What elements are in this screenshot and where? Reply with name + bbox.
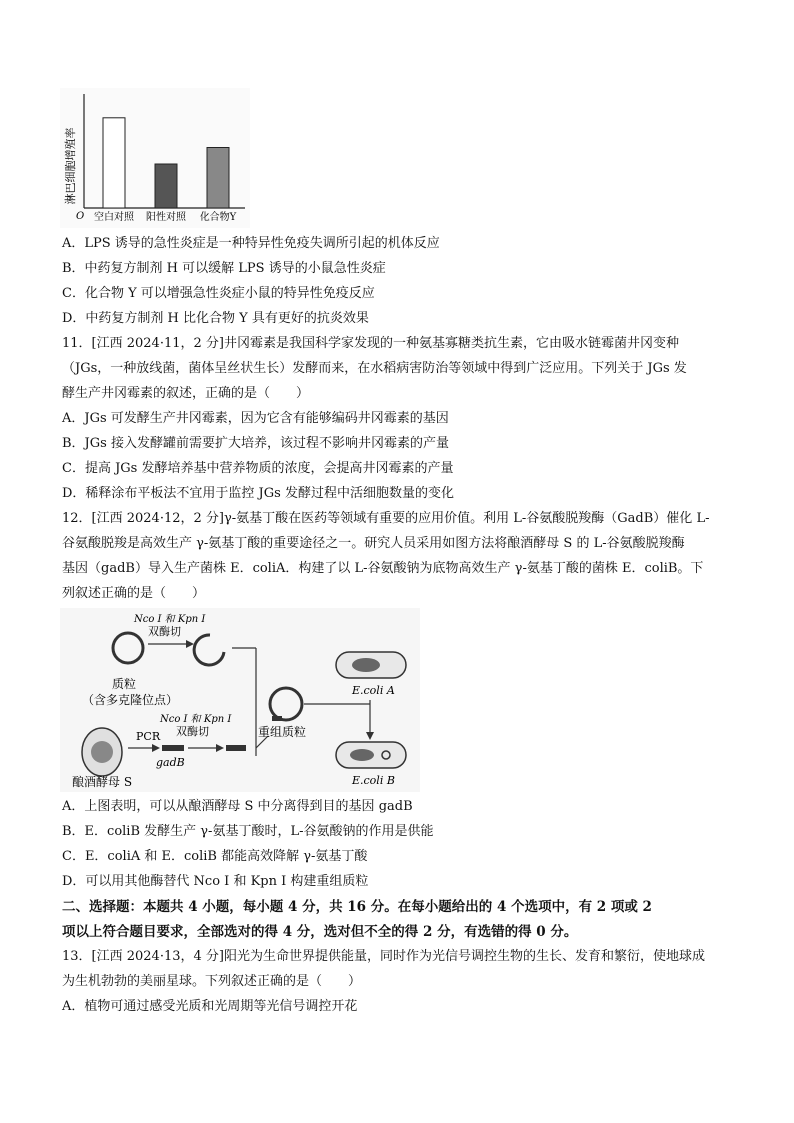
bar-0 (103, 118, 125, 208)
q10-option-d: D．中药复方制剂 H 比化合物 Y 具有更好的抗炎效果 (62, 311, 369, 326)
bar-1 (155, 164, 177, 208)
section-2-heading-1: 二、选择题：本题共 4 小题，每小题 4 分，共 16 分。在每小题给出的 4 个选项中，有 2 项或 2 (62, 899, 652, 915)
ecoli-a-label: E.coli A (352, 684, 395, 697)
q12-option-d: D．可以用其他酶替代 Nco Ⅰ 和 Kpn Ⅰ 构建重组质粒 (62, 874, 369, 889)
q11-stem-3: 酵生产井冈霉素的叙述，正确的是（ ） (62, 386, 310, 401)
x-tick-label-0: 空白对照 (94, 212, 134, 223)
q13-stem-2: 为生机勃勃的美丽星球。下列叙述正确的是（ ） (62, 974, 362, 989)
bar-chart (60, 88, 250, 228)
enzyme-label-2-sub: 双酶切 (176, 725, 209, 738)
q11-option-d: D．稀释涂布平板法不宜用于监控 JGs 发酵过程中活细胞数量的变化 (62, 486, 454, 501)
enzyme-label-1-sub: 双酶切 (148, 625, 181, 638)
gene-fragment-icon (162, 745, 184, 751)
plasmid-label: 质粒 (112, 677, 137, 691)
ecoli-b-nucleoid-icon (350, 749, 374, 761)
ecoli-a-nucleoid-icon (352, 658, 380, 672)
q11-stem-1: 11．[江西 2024·11，2 分]井冈霉素是我国科学家发现的一种氨基寡糖类抗生素，它由吸水链霉菌井冈变种 (62, 336, 679, 351)
q11-stem-2: （JGs，一种放线菌，菌体呈丝状生长）发酵而来，在水稻病害防治等领域中得到广泛应用。下列关于 JGs 发 (62, 361, 687, 376)
x-tick-label-2: 化合物Y (199, 212, 237, 223)
section-2-heading-2: 项以上符合题目要求，全部选对的得 4 分，选对但不全的得 2 分，有选错的得 0 分。 (62, 924, 578, 940)
q10-option-c: C．化合物 Y 可以增强急性炎症小鼠的特异性免疫反应 (62, 286, 375, 301)
q13-option-a: A．植物可通过感受光质和光周期等光信号调控开花 (62, 999, 358, 1014)
q10-option-b: B．中药复方制剂 H 可以缓解 LPS 诱导的小鼠急性炎症 (62, 261, 386, 276)
q12-stem-2: 谷氨酸脱羧是高效生产 γ-氨基丁酸的重要途径之一。研究人员采用如图方法将酿酒酵母 S 的 L-谷氨酸脱羧酶 (62, 536, 685, 551)
plasmid-label-note: （含多克隆位点） (82, 693, 179, 707)
yeast-nucleus-icon (91, 741, 113, 763)
q11-option-c: C．提高 JGs 发酵培养基中营养物质的浓度，会提高井冈霉素的产量 (62, 461, 454, 476)
inserted-gene-icon (272, 716, 282, 721)
q13-stem-1: 13．[江西 2024·13，4 分]阳光为生命世界提供能量，同时作为光信号调控生物的生长、发育和繁衍，使地球成 (62, 949, 705, 964)
q12-stem-4: 列叙述正确的是（ ） (62, 586, 206, 601)
x-tick-label-1: 阳性对照 (146, 212, 186, 223)
q12-stem-1: 12．[江西 2024·12，2 分]γ-氨基丁酸在医药等领域有重要的应用价值。利用 L-谷氨酸脱羧酶（GadB）催化 L- (62, 511, 710, 526)
q11-option-b: B．JGs 接入发酵罐前需要扩大培养，该过程不影响井冈霉素的产量 (62, 436, 449, 451)
q12-option-a: A．上图表明，可以从酿酒酵母 S 中分离得到目的基因 gadB (62, 799, 413, 814)
recombinant-label: 重组质粒 (258, 725, 307, 739)
q11-option-a: A．JGs 可发酵生产井冈霉素，因为它含有能够编码井冈霉素的基因 (62, 411, 449, 426)
pcr-label: PCR (136, 730, 161, 743)
enzyme-label-2: Nco Ⅰ 和 Kpn Ⅰ (160, 714, 232, 725)
yeast-label: 酿酒酵母 S (72, 775, 133, 789)
q12-stem-3: 基因（gadB）导入生产菌株 E．coliA．构建了以 L-谷氨酸钠为底物高效生产 γ-氨基丁酸的菌株 E．coliB。下 (62, 561, 704, 576)
cut-gene-fragment-icon (226, 745, 246, 751)
q12-option-b: B．E．coliB 发酵生产 γ-氨基丁酸时，L-谷氨酸钠的作用是供能 (62, 824, 434, 839)
gene-cloning-diagram (60, 608, 420, 792)
y-axis-label: 淋巴细胞增殖率 (64, 127, 77, 205)
bar-2 (207, 148, 229, 209)
origin-label: O (76, 211, 85, 222)
ecoli-b-label: E.coli B (352, 774, 395, 787)
enzyme-label-1: Nco Ⅰ 和 Kpn Ⅰ (134, 614, 206, 625)
q10-option-a: A．LPS 诱导的急性炎症是一种特异性免疫失调所引起的机体反应 (62, 236, 440, 251)
gene-label: gadB (156, 756, 185, 769)
q12-option-c: C．E．coliA 和 E．coliB 都能高效降解 γ-氨基丁酸 (62, 849, 368, 864)
